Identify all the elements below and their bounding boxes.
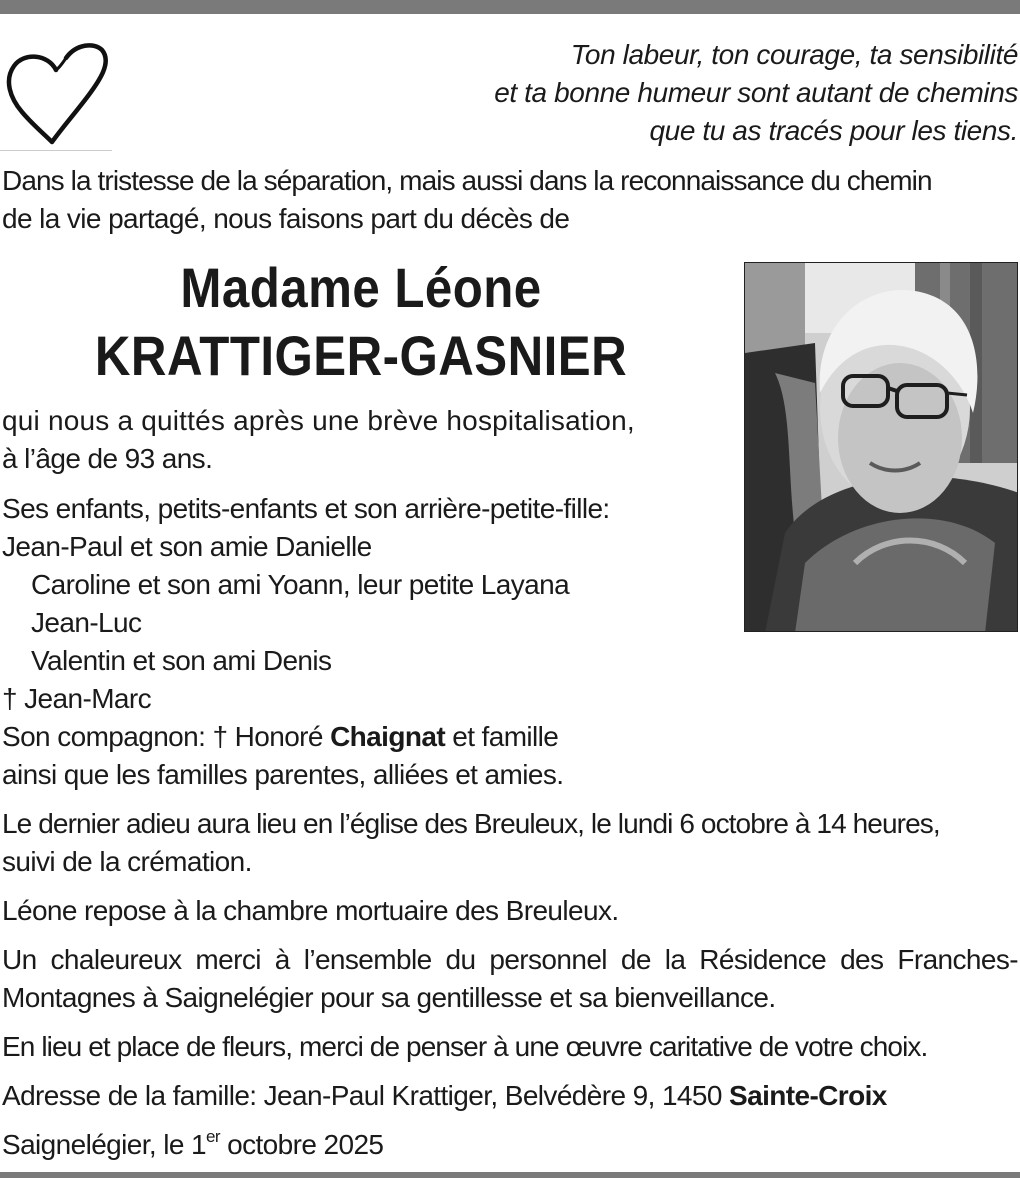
intro-line-2: de la vie partagé, nous faisons part du décès de: [2, 203, 570, 234]
deceased-family-name: KRATTIGER-GASNIER: [94, 324, 628, 387]
bottom-rule: [0, 1172, 1020, 1178]
family-member: † Jean-Marc: [2, 683, 152, 714]
top-rule: [0, 0, 1020, 14]
flowers-notice: En lieu et place de fleurs, merci de penser à une œuvre caritative de votre choix.: [2, 1031, 928, 1062]
ceremony-line-1: Le dernier adieu aura lieu en l’église des Breuleux, le lundi 6 octobre à 14 heures,: [2, 808, 940, 839]
family-closing: ainsi que les familles parentes, alliées et amies.: [2, 759, 564, 790]
ceremony-line-2: suivi de la crémation.: [2, 846, 252, 877]
family-member: Jean-Paul et son amie Danielle: [2, 531, 372, 562]
family-member: Jean-Luc: [31, 607, 142, 638]
epitaph-quote: [378, 36, 1018, 150]
family-address: [2, 1077, 887, 1115]
companion-suffix: et famille: [445, 721, 559, 752]
family-member: Caroline et son ami Yoann, leur petite Layana: [31, 569, 570, 600]
portrait-illustration: [745, 263, 1018, 632]
address-prefix: Adresse de la famille: Jean-Paul Krattiger, Belvédère 9, 1450: [2, 1080, 730, 1111]
companion-prefix: Son compagnon: † Honoré: [2, 721, 331, 752]
intro-line-1: Dans la tristesse de la séparation, mais aussi dans la reconnaissance du chemin: [2, 165, 932, 196]
dateline-prefix: Saignelégier, le 1: [2, 1129, 207, 1160]
portrait-photo: [744, 262, 1018, 632]
dateline: [2, 1126, 383, 1164]
thanks-paragraph: Un chaleureux merci à l’ensemble du personnel de la Résidence des Franches-Montagnes à Saignelégier pour sa gentillesse et sa bienveillance.: [2, 944, 1018, 1013]
rest-notice: Léone repose à la chambre mortuaire des Breuleux.: [2, 895, 619, 926]
family-heading: Ses enfants, petits-enfants et son arrière-petite-fille:: [2, 493, 610, 524]
companion-line: [2, 718, 558, 756]
heart-icon: [2, 40, 114, 148]
dateline-suffix: octobre 2025: [219, 1129, 384, 1160]
deceased-first-name: Madame Léone: [180, 256, 542, 319]
hospital-line-1: qui nous a quittés après une brève hospitalisation,: [2, 405, 635, 436]
quote-line: Ton labeur, ton courage, ta sensibilité: [570, 39, 1018, 70]
quote-line: que tu as tracés pour les tiens.: [649, 115, 1018, 146]
heart-divider: [0, 150, 112, 151]
deceased-name: [43, 254, 678, 390]
hospital-line-2: à l’âge de 93 ans.: [2, 443, 213, 474]
quote-line: et ta bonne humeur sont autant de chemins: [494, 77, 1018, 108]
companion-name: Chaignat: [330, 721, 446, 752]
address-town: Sainte-Croix: [729, 1080, 887, 1111]
family-member: Valentin et son ami Denis: [31, 645, 332, 676]
dateline-sup: er: [206, 1126, 220, 1146]
